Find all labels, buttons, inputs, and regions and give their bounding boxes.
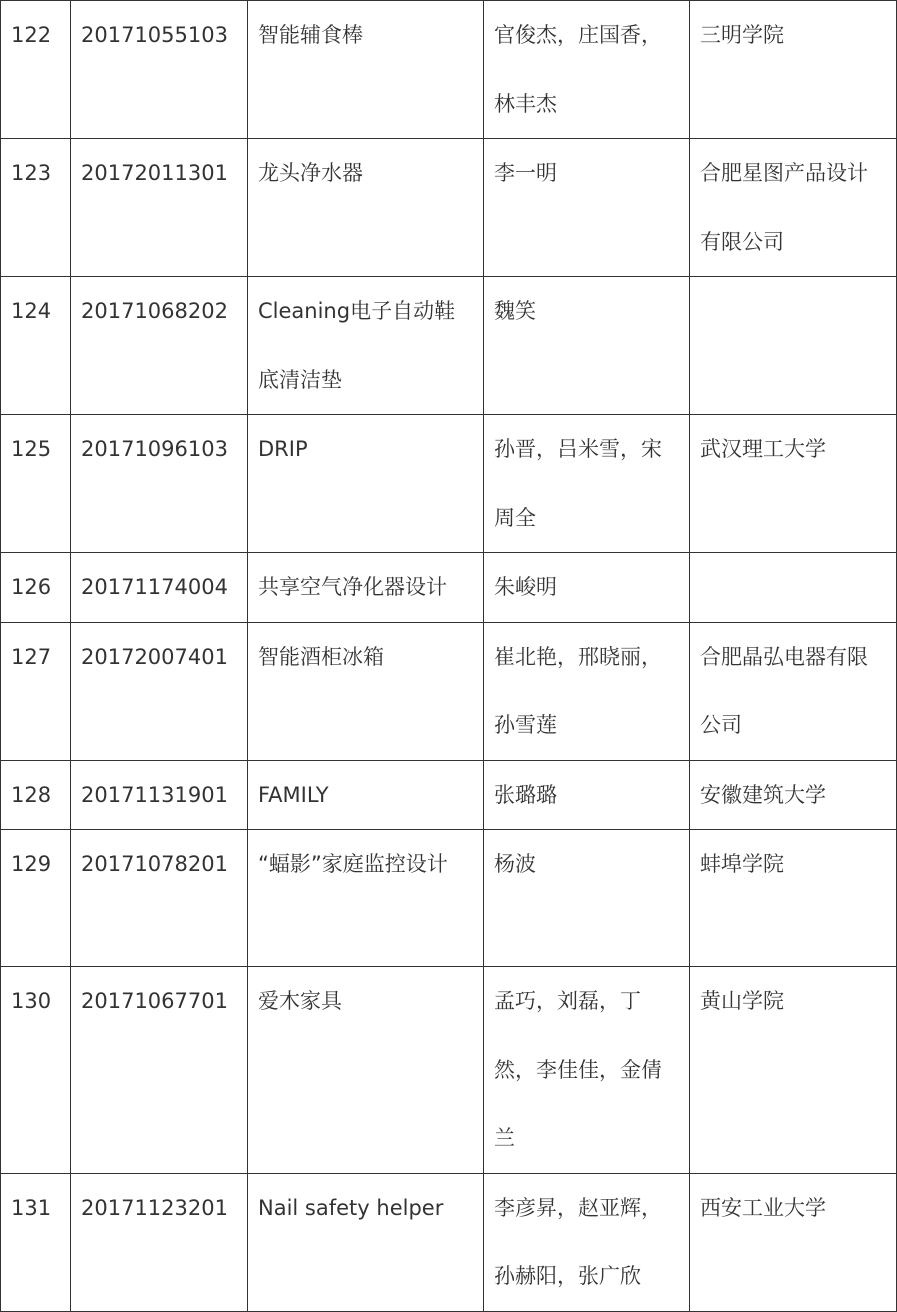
authors: 张璐璐: [484, 760, 690, 830]
organization: [690, 553, 897, 623]
table-row: [1, 830, 897, 967]
row-number: 126: [1, 553, 71, 623]
work-title: Nail safety helper: [248, 1173, 484, 1311]
authors: 杨波: [484, 830, 690, 967]
work-title: Cleaning电子自动鞋底清洁垫: [248, 277, 484, 415]
work-title: FAMILY: [248, 760, 484, 830]
entry-code: 20172011301: [71, 139, 248, 277]
authors: 李彦昇，赵亚辉，孙赫阳，张广欣: [484, 1173, 690, 1311]
organization: [690, 277, 897, 415]
entry-code: 20171096103: [71, 415, 248, 553]
authors: 孟巧，刘磊，丁然，李佳佳，金倩兰: [484, 967, 690, 1174]
organization: 合肥晶弘电器有限公司: [690, 622, 897, 760]
table-row: [1, 553, 897, 623]
entry-code: 20171123201: [71, 1173, 248, 1311]
organization: 黄山学院: [690, 967, 897, 1174]
entry-code: 20172007401: [71, 622, 248, 760]
table-row: [1, 760, 897, 830]
organization: 三明学院: [690, 1, 897, 139]
table-row: [1, 277, 897, 415]
organization: 西安工业大学: [690, 1173, 897, 1311]
table-row: [1, 967, 897, 1174]
organization: 武汉理工大学: [690, 415, 897, 553]
authors: 官俊杰，庄国香，林丰杰: [484, 1, 690, 139]
work-title: 智能酒柜冰箱: [248, 622, 484, 760]
organization: 蚌埠学院: [690, 830, 897, 967]
entry-code: 20171068202: [71, 277, 248, 415]
row-number: 124: [1, 277, 71, 415]
work-title: 共享空气净化器设计: [248, 553, 484, 623]
work-title: 龙头净水器: [248, 139, 484, 277]
entry-code: 20171055103: [71, 1, 248, 139]
row-number: 123: [1, 139, 71, 277]
table-row: [1, 622, 897, 760]
entry-code: 20171067701: [71, 967, 248, 1174]
work-title: “蝠影”家庭监控设计: [248, 830, 484, 967]
row-number: 125: [1, 415, 71, 553]
row-number: 122: [1, 1, 71, 139]
authors: 李一明: [484, 139, 690, 277]
row-number: 130: [1, 967, 71, 1174]
entry-code: 20171131901: [71, 760, 248, 830]
authors: 崔北艳，邢晓丽，孙雪莲: [484, 622, 690, 760]
table-row: [1, 139, 897, 277]
work-title: DRIP: [248, 415, 484, 553]
row-number: 127: [1, 622, 71, 760]
entry-code: 20171174004: [71, 553, 248, 623]
organization: 安徽建筑大学: [690, 760, 897, 830]
entry-code: 20171078201: [71, 830, 248, 967]
authors: 孙晋，吕米雪，宋周全: [484, 415, 690, 553]
organization: 合肥星图产品设计有限公司: [690, 139, 897, 277]
row-number: 129: [1, 830, 71, 967]
table-row: [1, 415, 897, 553]
table-row: [1, 1, 897, 139]
row-number: 128: [1, 760, 71, 830]
table-row: [1, 1173, 897, 1311]
row-number: 131: [1, 1173, 71, 1311]
work-title: 爱木家具: [248, 967, 484, 1174]
work-title: 智能辅食棒: [248, 1, 484, 139]
authors: 朱峻明: [484, 553, 690, 623]
authors: 魏笑: [484, 277, 690, 415]
